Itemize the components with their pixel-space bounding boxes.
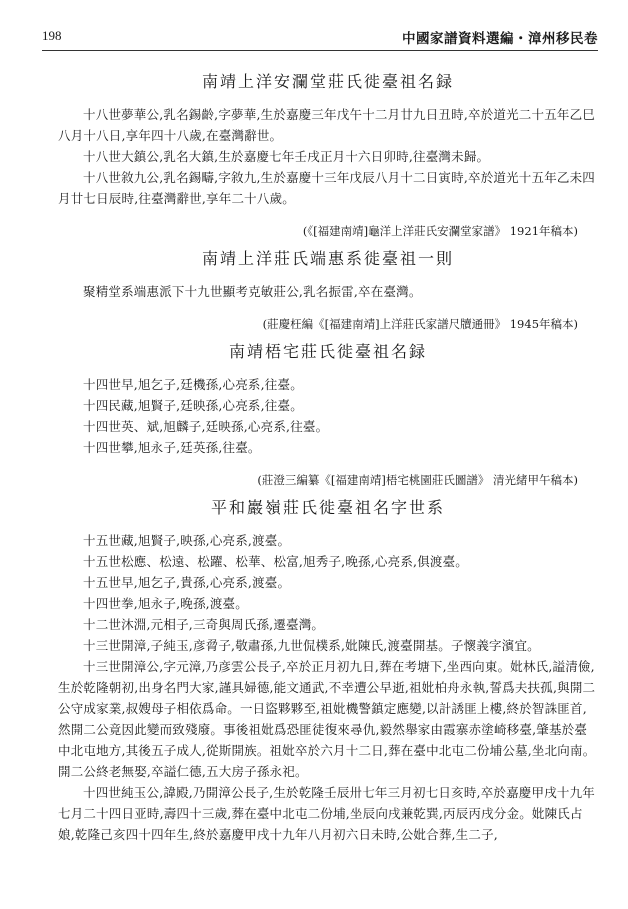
paragraph: 十三世開漳公,字元漳,乃彦雲公長子,卒於正月初九日,葬在考塘下,坐西向東。妣林氏,謚清儉,生於乾隆朝初,出身名門大家,謹具婦德,能文通武,不幸遭公早逝,祖妣柏舟永執,誓爲夫扶孤,與開二公守成家業,叔嫂母子相依爲命。一日盜夥夥至,祖妣機警鎮定應變,以計誘匪上樓,終於智誅匪首,然開二公竟因此變而致殘廢。事後祖妣爲恐匪徒復來尋仇,毅然舉家由霞寨赤塗崎移臺,肇基於臺中北屯地方,其後五子成人,從斯開族。祖妣卒於六月十二日,葬在臺中北屯二份埔公墓,坐北向南。開二公終老無娶,卒謚仁德,五大房子孫永祀。 [58,659,596,779]
source-citation: (莊澄三編纂《[福建南靖]梧宅桃園莊氏圖譜》 清光緒甲午稿本) [257,473,578,487]
section-title: 南靖上洋安瀾堂莊氏徙臺祖名録 [201,72,454,91]
section-title: 平和巖嶺莊氏徙臺祖名字世系 [210,498,445,517]
paragraph: 十三世開漳,子純玉,彦脋子,敬肅孫,九世侃樸系,妣陳氏,渡臺開基。子懷義字濱宜。 [83,638,540,653]
page-body [58,70,598,845]
paragraph: 十四世英、斌,旭麟子,廷映孫,心亮系,往臺。 [83,419,329,434]
section-title: 南靖梧宅莊氏徙臺祖名録 [228,342,427,361]
source-citation: (《[福建南靖]龜洋上洋莊氏安瀾堂家譜》 1921年稿本) [302,224,578,238]
section-title: 南靖上洋莊氏端惠系徙臺祖一則 [201,249,454,268]
page-number: 198 [42,28,62,43]
paragraph: 十四世純玉公,諱殿,乃開漳公長子,生於乾隆壬辰卅七年三月初七日亥時,卒於嘉慶甲戌十九年七月二十四日亚時,壽四十三歲,葬在臺中北屯二份埔,坐辰向戌兼乾巽,丙辰丙戌分金。妣陳氏占娘,乾隆己亥四十四年生,終於嘉慶甲戌十九年八月初六日未時,公妣合葬,生二子, [58,785,595,842]
source-citation: (莊慶枉編《[福建南靖]上洋莊氏家譜尺牘通冊》 1945年稿本) [262,317,578,331]
paragraph: 聚精堂系端惠派下十九世顯考克敏莊公,乳名振雷,卒在臺灣。 [83,284,422,299]
paragraph: 十四世拳,旭永子,晚孫,渡臺。 [83,596,248,611]
paragraph: 十四民藏,旭賢子,廷映孫,心亮系,往臺。 [83,398,303,413]
page-header [42,22,598,51]
paragraph: 十四世早,旭乞子,廷機孫,心亮系,往臺。 [83,377,303,392]
paragraph: 十五世早,旭乞子,貴孫,心亮系,渡臺。 [83,575,291,590]
running-title: 中國家譜資料選編・漳州移民卷 [402,31,598,47]
paragraph: 十五世松應、松遠、松躍、松華、松富,旭秀子,晚孫,心亮系,俱渡臺。 [83,554,468,569]
paragraph: 十四世攀,旭永子,廷英孫,往臺。 [83,440,261,455]
paragraph: 十八世夢華公,乳名錫齡,字夢華,生於嘉慶三年戊午十二月廿九日丑時,卒於道光二十五年乙巳八月十八日,享年四十八歲,在臺灣辭世。 [58,107,595,143]
paragraph: 十八世敘九公,乳名錫疇,字敘九,生於嘉慶十三年戊辰八月十二日寅時,卒於道光十五年乙未四月廿七日辰時,往臺灣辭世,享年二十八歲。 [58,170,595,206]
paragraph: 十五世藏,旭賢子,映孫,心亮系,渡臺。 [83,533,291,548]
paragraph: 十八世大鎮公,乳名大鎮,生於嘉慶七年壬戌正月十六日卯時,往臺灣未歸。 [83,149,490,164]
paragraph: 十二世沐淵,元相子,三奇與周氏孫,遷臺灣。 [83,617,325,632]
